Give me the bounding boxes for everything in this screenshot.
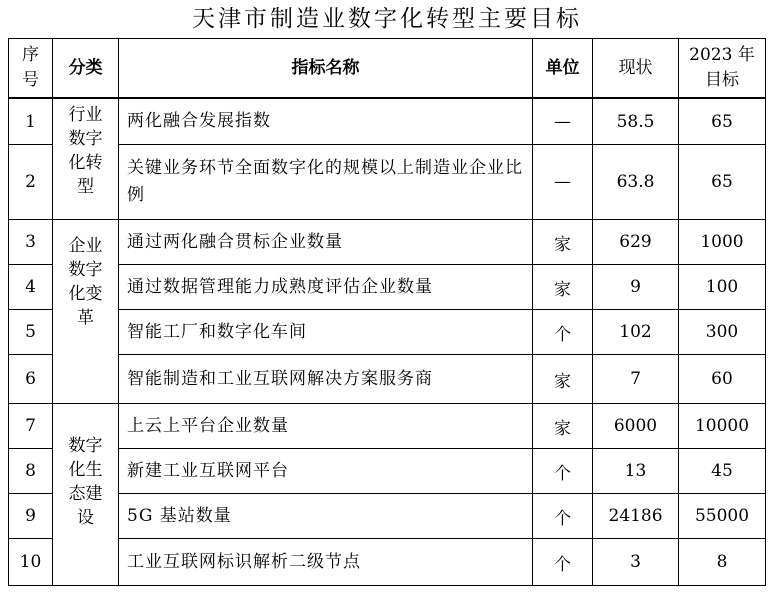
row-index: 1	[9, 98, 53, 145]
table-row	[9, 145, 766, 220]
row-index: 6	[9, 355, 53, 404]
indicator-name: 工业互联网标识解析二级节点	[119, 539, 533, 586]
header-category: 分类	[53, 39, 119, 99]
current-value: 7	[593, 355, 679, 404]
header-unit: 单位	[533, 39, 593, 99]
row-index: 4	[9, 265, 53, 310]
current-value: 3	[593, 539, 679, 586]
table-row	[9, 494, 766, 539]
unit-cell: 家	[533, 355, 593, 404]
row-index: 10	[9, 539, 53, 586]
header-indicator: 指标名称	[119, 39, 533, 99]
goal-value: 300	[679, 310, 766, 355]
indicator-name: 通过数据管理能力成熟度评估企业数量	[119, 265, 533, 310]
table-row	[9, 310, 766, 355]
table-row	[9, 355, 766, 404]
current-value: 63.8	[593, 145, 679, 220]
table-row	[9, 539, 766, 586]
indicator-name: 通过两化融合贯标企业数量	[119, 220, 533, 265]
unit-cell: 个	[533, 310, 593, 355]
category-cell: 企业数字化变革	[53, 220, 119, 404]
table-row	[9, 98, 766, 145]
table-title: 天津市制造业数字化转型主要目标	[192, 6, 582, 32]
indicator-name: 智能工厂和数字化车间	[119, 310, 533, 355]
targets-table	[8, 38, 766, 586]
unit-cell: 家	[533, 404, 593, 449]
goal-value: 45	[679, 449, 766, 494]
indicator-name: 5G 基站数量	[119, 494, 533, 539]
row-index: 5	[9, 310, 53, 355]
indicator-name: 上云上平台企业数量	[119, 404, 533, 449]
unit-cell: 个	[533, 449, 593, 494]
table-row	[9, 449, 766, 494]
indicator-name: 关键业务环节全面数字化的规模以上制造业企业比例	[119, 145, 533, 220]
header-goal: 2023 年目标	[679, 39, 766, 99]
goal-value: 100	[679, 265, 766, 310]
unit-cell: —	[533, 98, 593, 145]
row-index: 9	[9, 494, 53, 539]
unit-cell: 个	[533, 539, 593, 586]
current-value: 629	[593, 220, 679, 265]
goal-value: 1000	[679, 220, 766, 265]
goal-value: 65	[679, 145, 766, 220]
indicator-name: 智能制造和工业互联网解决方案服务商	[119, 355, 533, 404]
current-value: 58.5	[593, 98, 679, 145]
current-value: 24186	[593, 494, 679, 539]
current-value: 9	[593, 265, 679, 310]
goal-value: 10000	[679, 404, 766, 449]
header-current: 现状	[593, 39, 679, 99]
current-value: 102	[593, 310, 679, 355]
row-index: 2	[9, 145, 53, 220]
goal-value: 65	[679, 98, 766, 145]
row-index: 7	[9, 404, 53, 449]
row-index: 8	[9, 449, 53, 494]
unit-cell: 个	[533, 494, 593, 539]
header-index: 序号	[9, 39, 53, 99]
unit-cell: 家	[533, 220, 593, 265]
table-row	[9, 265, 766, 310]
header-row	[9, 39, 766, 99]
unit-cell: —	[533, 145, 593, 220]
indicator-name: 新建工业互联网平台	[119, 449, 533, 494]
unit-cell: 家	[533, 265, 593, 310]
category-cell: 行业数字化转型	[53, 98, 119, 220]
current-value: 13	[593, 449, 679, 494]
row-index: 3	[9, 220, 53, 265]
indicator-name: 两化融合发展指数	[119, 98, 533, 145]
category-cell: 数字化生态建设	[53, 404, 119, 586]
goal-value: 55000	[679, 494, 766, 539]
goal-value: 60	[679, 355, 766, 404]
table-row	[9, 404, 766, 449]
table-row	[9, 220, 766, 265]
goal-value: 8	[679, 539, 766, 586]
current-value: 6000	[593, 404, 679, 449]
